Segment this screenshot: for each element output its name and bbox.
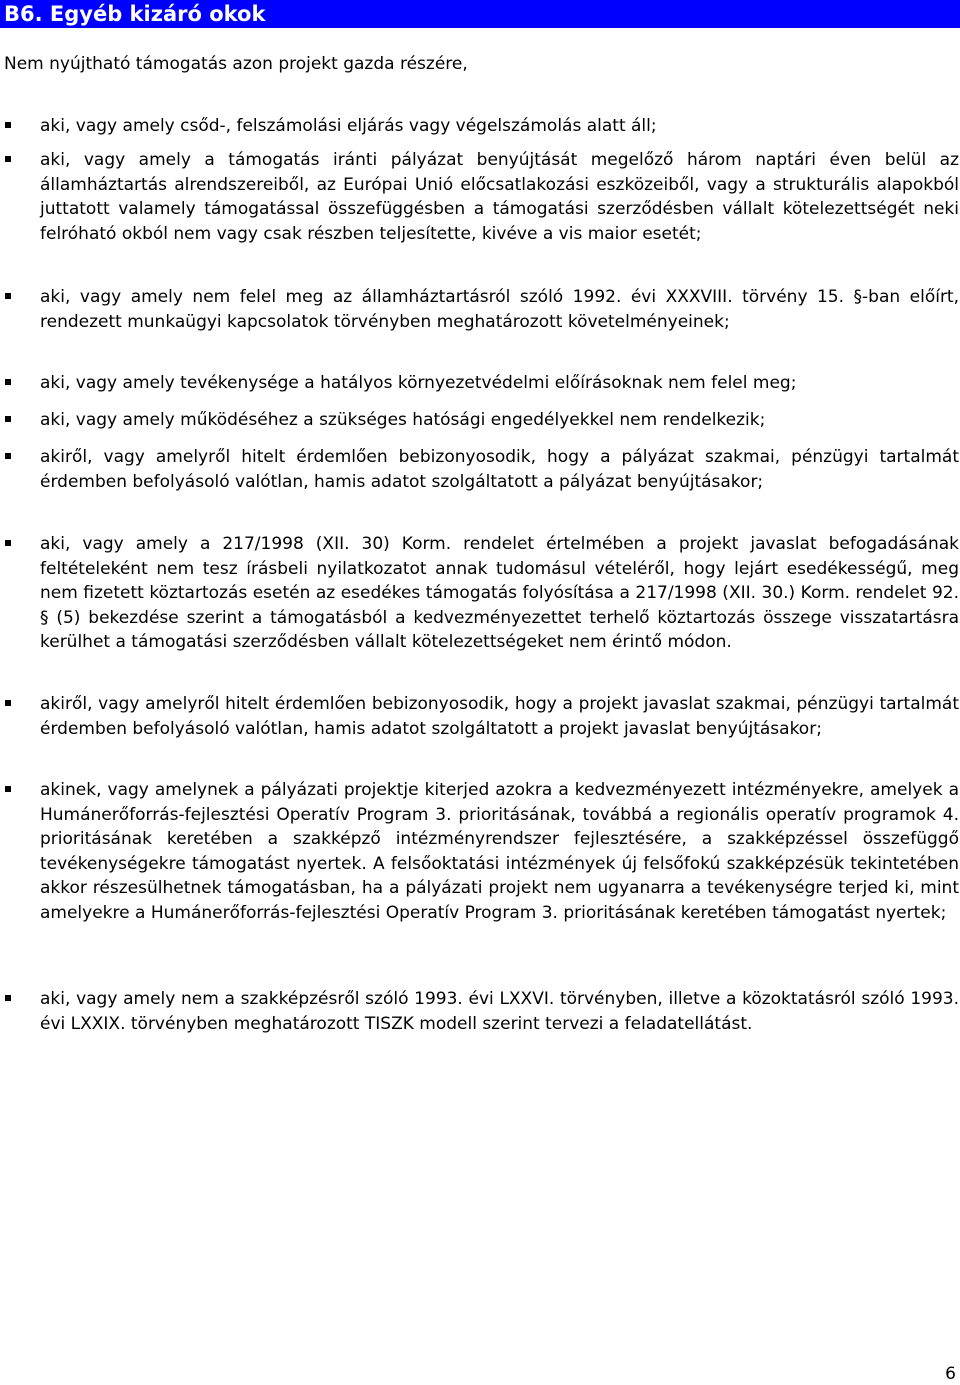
bullet-icon bbox=[5, 700, 11, 706]
bullet-icon bbox=[5, 995, 11, 1001]
list-item-text: aki, vagy amely a támogatás iránti pályázat benyújtását megelőző három naptári éven belül az államháztartás alrendszereiből, az Európai Unió előcsatlakozási eszközeiből, vagy a strukturális alapokból juttatott valamely támogatással összefüggésben a támogatási szerződésben vállalt kötelezettségét neki felróható okból nem vagy csak részben teljesítette, kivéve a vis maior esetét; bbox=[40, 150, 959, 244]
list-item-text: aki, vagy amely működéséhez a szükséges hatósági engedélyekkel nem rendelkezik; bbox=[40, 410, 766, 430]
list-item-text: akiről, vagy amelyről hitelt érdemlően bebizonyosodik, hogy a pályázat szakmai, pénzügyi tartalmát érdemben befolyásoló valótlan, hamis adatot szolgáltatott a pályázat benyújtásakor; bbox=[40, 447, 959, 492]
list-item-text: akinek, vagy amelynek a pályázati projektje kiterjed azokra a kedvezményezett intézményekre, amelyek a Humánerőforrás-fejlesztési Operatív Program 3. prioritásának, továbbá a regionális operatív programok 4. prioritásának keretében a szakképző intézményrendszer fejlesztésére, a szakképzéssel összefüggő tevékenységekre támogatást nyertek. A felsőoktatási intézmények új felsőfokú szakképzésük tekintetében akkor részesülhetnek támogatásban, ha a pályázati projekt nem ugyanarra a tevékenységre terjed ki, mint amelyekre a Humánerőforrás-fejlesztési Operatív Program 3. prioritásának keretében támogatást nyertek; bbox=[40, 780, 959, 923]
bullet-icon bbox=[5, 293, 11, 299]
bullet-icon bbox=[5, 540, 11, 546]
section-heading: B6. Egyéb kizáró okok bbox=[4, 2, 266, 26]
intro-paragraph: Nem nyújtható támogatás azon projekt gazda részére, bbox=[4, 54, 468, 74]
list-item-text: aki, vagy amely a 217/1998 (XII. 30) Korm. rendelet értelmében a projekt javaslat befogadásának feltételeként nem tesz írásbeli nyilatkozatot annak tudomásul vételéről, hogy lejárt esedékességű, meg nem fizetett köztartozás esetén az esedékes támogatás folyósítása a 217/1998 (XII. 30.) Korm. rendelet 92. § (5) bekezdése szerint a támogatásból a kedvezményezettet terhelő köztartozás összege visszatartásra kerülhet a támogatási szerződésben vállalt kötelezettségeket nem érintő módon. bbox=[40, 534, 959, 652]
list-item-text: aki, vagy amely tevékenysége a hatályos környezetvédelmi előírásoknak nem felel meg; bbox=[40, 373, 797, 393]
list-item-text: akiről, vagy amelyről hitelt érdemlően bebizonyosodik, hogy a projekt javaslat szakmai, pénzügyi tartalmát érdemben befolyásoló valótlan, hamis adatot szolgáltatott a projekt javaslat benyújtásakor; bbox=[40, 694, 959, 739]
bullet-icon bbox=[5, 379, 11, 385]
bullet-icon bbox=[5, 156, 11, 162]
list-item-text: aki, vagy amely nem felel meg az államháztartásról szóló 1992. évi XXXVIII. törvény 15. §-ban előírt, rendezett munkaügyi kapcsolatok törvényben meghatározott követelményeinek; bbox=[40, 287, 959, 332]
list-item-text: aki, vagy amely csőd-, felszámolási eljárás vagy végelszámolás alatt áll; bbox=[40, 116, 657, 136]
list-item-text: aki, vagy amely nem a szakképzésről szóló 1993. évi LXXVI. törvényben, illetve a közoktatásról szóló 1993. évi LXXIX. törvényben meghatározott TISZK modell szerint tervezi a feladatellátást. bbox=[40, 989, 959, 1034]
page-number: 6 bbox=[945, 1364, 956, 1384]
heading-bar bbox=[0, 0, 960, 28]
bullet-icon bbox=[5, 416, 11, 422]
bullet-icon bbox=[5, 453, 11, 459]
bullet-icon bbox=[5, 122, 11, 128]
bullet-icon bbox=[5, 786, 11, 792]
